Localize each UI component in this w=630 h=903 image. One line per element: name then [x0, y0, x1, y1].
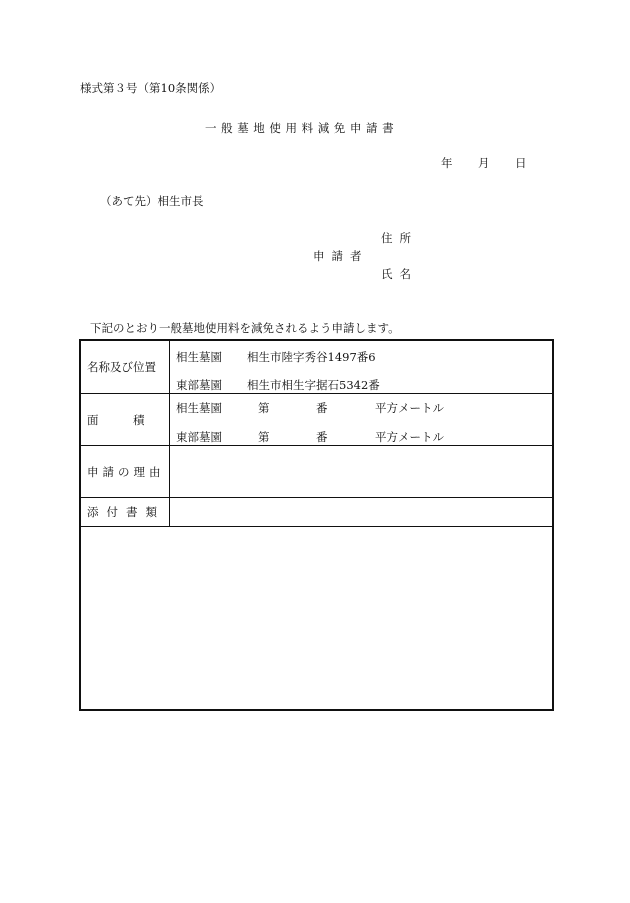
- date-line: [441, 158, 527, 170]
- intro-text: 下記のとおり一般墓地使用料を減免されるよう申請します。: [90, 321, 400, 335]
- addressee: （あて先）相生市長: [100, 194, 204, 208]
- cemetery-name: 東部墓園: [176, 378, 222, 392]
- location-row: [81, 341, 552, 394]
- attachments-row: [81, 498, 552, 527]
- location-label-cell: [81, 341, 170, 393]
- date-month-label: 月: [478, 156, 490, 170]
- application-table: [79, 339, 554, 711]
- date-year-label: 年: [441, 156, 453, 170]
- area-unit-label: 平方メートル: [375, 401, 444, 415]
- area-value-cell[interactable]: [170, 394, 552, 445]
- plot-number-label: 番: [316, 430, 328, 444]
- area-label-cell: [81, 394, 170, 445]
- reason-value-cell[interactable]: [170, 446, 552, 497]
- reason-label-cell: [81, 446, 170, 497]
- attachments-label-cell: [81, 498, 170, 526]
- cemetery-address: 相生市相生字据石5342番: [247, 378, 380, 392]
- plot-section-label: 第: [258, 430, 270, 444]
- cemetery-address: 相生市陸字秀谷1497番6: [247, 350, 376, 364]
- cemetery-name: 相生墓園: [176, 401, 222, 415]
- location-value-cell[interactable]: [170, 341, 552, 393]
- page-title: 一般墓地使用料減免申請書: [205, 121, 399, 135]
- date-day-label: 日: [515, 156, 527, 170]
- area-label: 面 積: [87, 412, 145, 427]
- cemetery-name: 相生墓園: [176, 350, 222, 364]
- attachments-label: 添付書類: [87, 505, 165, 519]
- area-unit-label: 平方メートル: [375, 430, 444, 444]
- form-number: 様式第３号（第10条関係）: [80, 81, 222, 95]
- cemetery-name: 東部墓園: [176, 430, 222, 444]
- applicant-address-label: 住所: [381, 231, 418, 245]
- location-label: 名称及び位置: [87, 360, 156, 374]
- area-row: [81, 394, 552, 446]
- plot-section-label: 第: [258, 401, 270, 415]
- plot-number-label: 番: [316, 401, 328, 415]
- applicant-label: 申請者: [313, 249, 369, 263]
- applicant-name-label: 氏名: [381, 267, 418, 281]
- reason-label: 申請の理由: [87, 464, 165, 479]
- attachments-value-cell[interactable]: [170, 498, 552, 526]
- reason-row: [81, 446, 552, 498]
